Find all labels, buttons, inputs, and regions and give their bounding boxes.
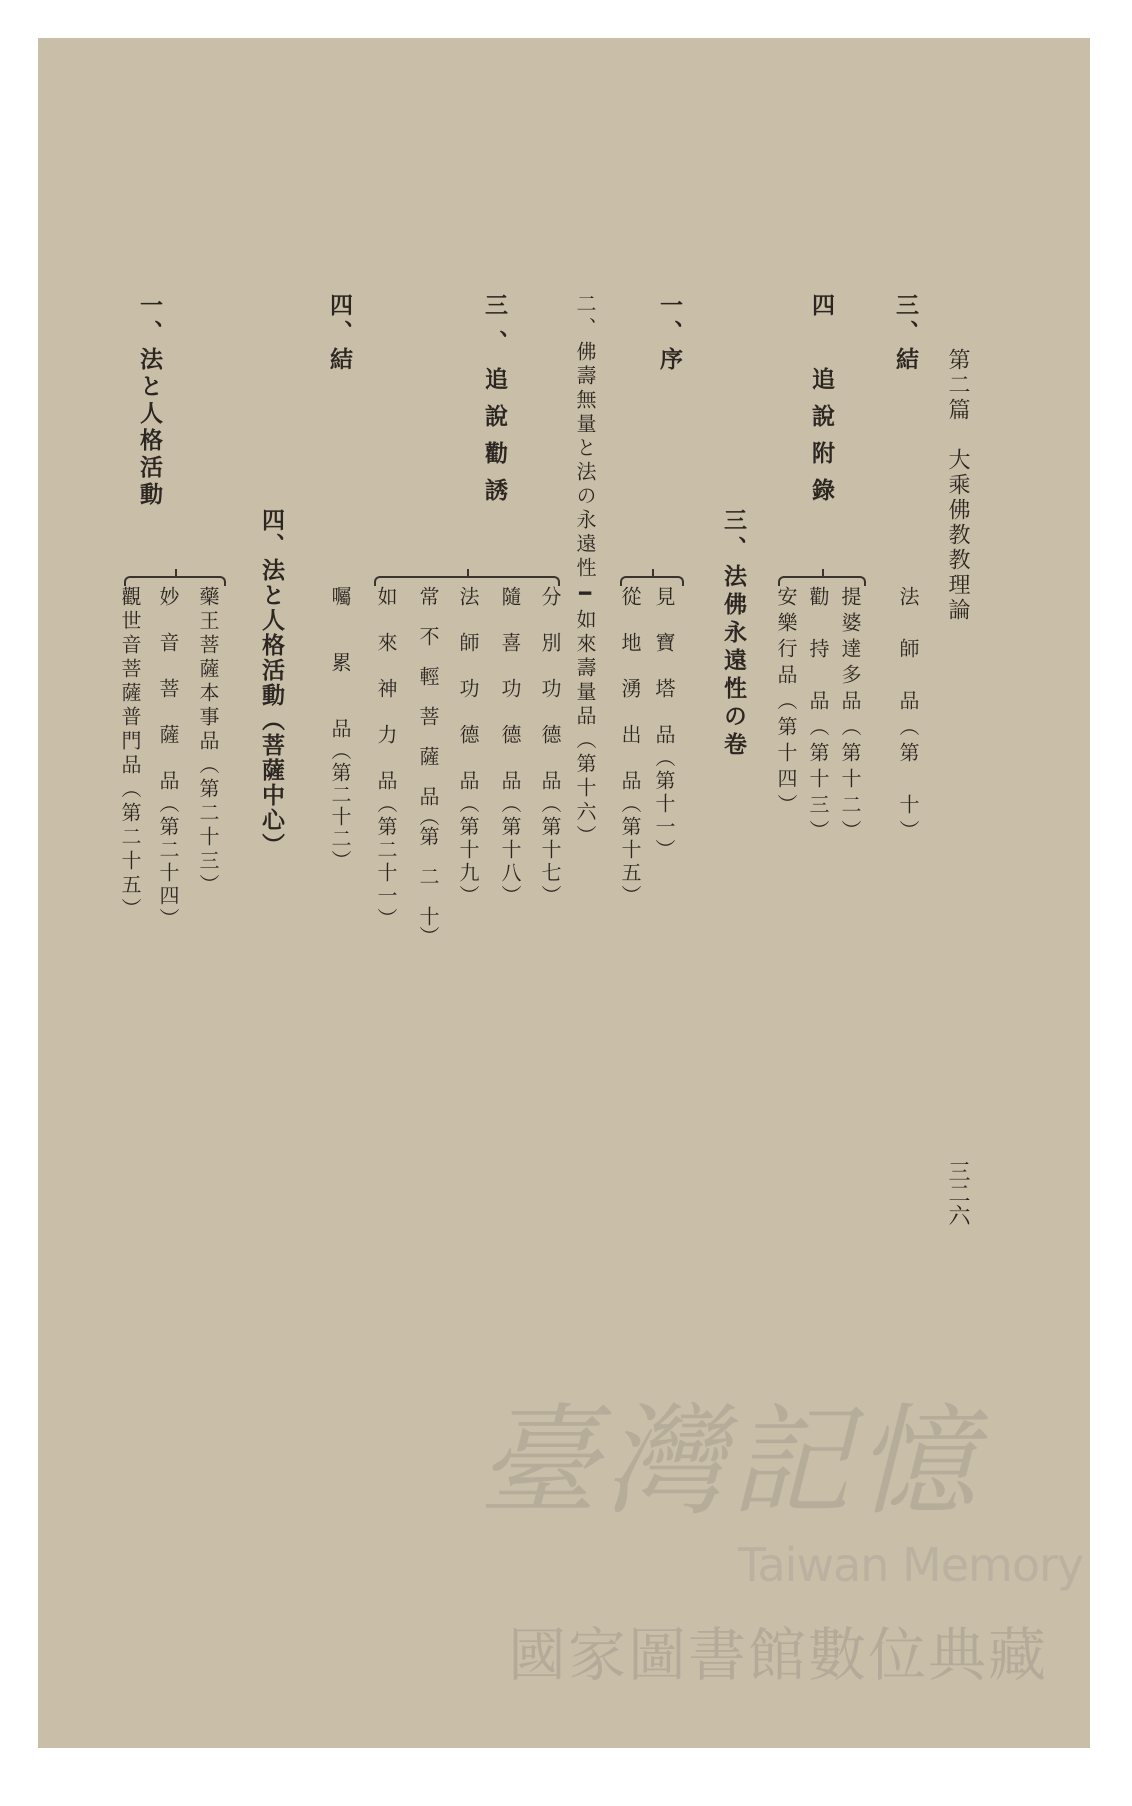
chapter-jinriki: 如 來 神 力 品（第二十一）: [374, 586, 398, 931]
bracket-v4-ho: [124, 576, 226, 586]
chapter-kanzeon: 觀世音菩薩普門品（第二十五）: [118, 586, 142, 922]
outline-s4-tsuisetsu: 四 追說附錄: [808, 293, 835, 515]
chapter-zuiki: 隨 喜 功 德 品（第十八）: [498, 586, 522, 908]
chapter-kenhoto: 見 寶 塔 品（第十一）: [652, 586, 676, 862]
chapter-funbetsu: 分 別 功 德 品（第十七）: [538, 586, 562, 908]
outline-v3-ketsu: 四、結: [326, 293, 353, 374]
outline-v3-tsuisetsu: 三、追說勸誘: [481, 293, 508, 515]
chapter-hosshi: 法 師 品（第 十）: [896, 586, 920, 846]
chapter-zokurui: 囑 累 品（第二十二）: [328, 586, 352, 872]
bracket-tsuisetsu: [778, 576, 866, 586]
outline-v3-jo: 一、序: [656, 293, 683, 374]
watermark-chinese: 國家圖書館數位典藏: [508, 1621, 1049, 1689]
running-head: 第二篇 大乘佛教教理論: [945, 348, 970, 623]
outline-s3-ketsu: 三、結: [892, 293, 919, 374]
chapter-kanji: 勸 持 品（第十三）: [806, 586, 830, 846]
volume4-title: 四、法と人格活動（菩薩中心）: [258, 508, 285, 858]
watermark-english: Taiwan Memory: [738, 1538, 1084, 1592]
chapter-hosshi-kudoku: 法 師 功 德 品（第十九）: [456, 586, 480, 908]
bracket-tsuisetsu-kanyu: [374, 576, 560, 586]
chapter-myoon: 妙 音 菩 薩 品（第二十四）: [156, 586, 180, 931]
watermark-logo: 臺灣記憶: [478, 1393, 982, 1532]
page-number: 三二六: [945, 1160, 970, 1226]
volume3-title: 三、法佛永遠性の卷: [720, 508, 747, 760]
chapter-yakuo: 藥王菩薩本事品（第二十三）: [196, 586, 220, 898]
scanned-page: [38, 38, 1090, 1748]
chapter-anrakugyo: 安樂行品（第十四）: [774, 586, 798, 820]
outline-v4-ho: 一、法と人格活動: [136, 293, 163, 509]
chapter-juji: 從 地 湧 出 品（第十五）: [618, 586, 642, 908]
chapter-jofukyo: 常 不 輕 菩 薩 品（第 二 十）: [416, 586, 440, 946]
bracket-jo: [620, 576, 684, 586]
outline-v3-butsuju: 二、佛壽無量と法の永遠性━如來壽量品（第十六）: [573, 293, 597, 849]
chapter-daibadatta: 提婆達多品（第十二）: [838, 586, 862, 846]
